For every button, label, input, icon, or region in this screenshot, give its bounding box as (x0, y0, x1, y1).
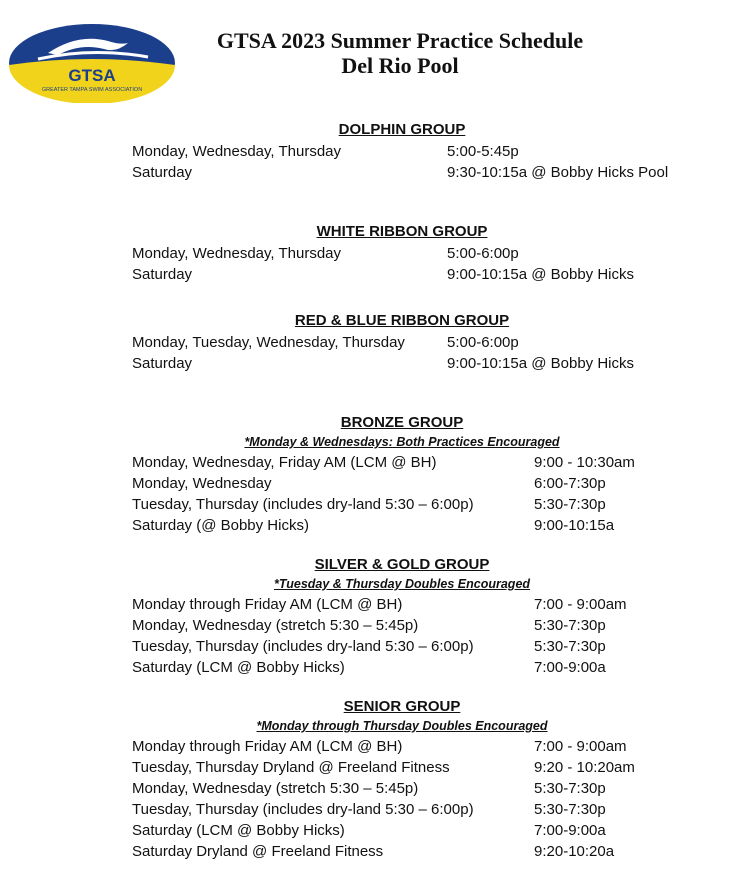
group-note: *Tuesday & Thursday Doubles Encouraged (273, 577, 531, 591)
row-time: 7:00 - 9:00am (534, 738, 627, 755)
schedule-row (132, 841, 732, 862)
row-time: 9:00-10:15a @ Bobby Hicks (447, 355, 634, 372)
group-note: *Monday & Wednesdays: Both Practices Encouraged (244, 435, 560, 449)
page-title: GTSA 2023 Summer Practice Schedule (216, 28, 584, 53)
schedule-row (132, 799, 732, 820)
row-days: Monday, Wednesday (stretch 5:30 – 5:45p) (132, 780, 419, 797)
row-time: 7:00-9:00a (534, 659, 606, 676)
group-heading: WHITE RIBBON GROUP (316, 223, 488, 240)
row-days: Tuesday, Thursday (includes dry-land 5:30 – 6:00p) (132, 638, 474, 655)
schedule-row (132, 820, 732, 841)
row-days: Monday, Wednesday, Friday AM (LCM @ BH) (132, 454, 437, 471)
row-time: 5:30-7:30p (534, 801, 606, 818)
logo-subtext: GREATER TAMPA SWIM ASSOCIATION (41, 87, 143, 93)
row-time: 5:00-5:45p (447, 143, 519, 160)
page-subtitle: Del Rio Pool (341, 53, 459, 78)
schedule-row (132, 243, 732, 264)
row-time: 9:00 - 10:30am (534, 454, 635, 471)
row-days: Saturday (132, 266, 193, 283)
row-time: 5:00-6:00p (447, 245, 519, 262)
row-days: Tuesday, Thursday (includes dry-land 5:30 – 6:00p) (132, 801, 474, 818)
row-time: 7:00 - 9:00am (534, 596, 627, 613)
schedule-row (132, 594, 732, 615)
logo-text: GTSA (68, 66, 116, 85)
row-time: 9:30-10:15a @ Bobby Hicks Pool (447, 164, 669, 181)
row-days: Saturday (132, 164, 193, 181)
row-days: Saturday (LCM @ Bobby Hicks) (132, 822, 345, 839)
schedule-row (132, 452, 732, 473)
schedule-row (132, 494, 732, 515)
group-heading: SILVER & GOLD GROUP (314, 556, 490, 573)
group-heading: DOLPHIN GROUP (338, 121, 466, 138)
row-time: 9:20 - 10:20am (534, 759, 635, 776)
group-heading: SENIOR GROUP (343, 698, 461, 715)
row-days: Monday, Tuesday, Wednesday, Thursday (132, 334, 405, 351)
row-time: 5:30-7:30p (534, 617, 606, 634)
schedule-row (132, 473, 732, 494)
schedule-row (132, 615, 732, 636)
schedule-row (132, 757, 732, 778)
group-heading: BRONZE GROUP (340, 414, 464, 431)
group-heading: RED & BLUE RIBBON GROUP (294, 312, 510, 329)
group-note: *Monday through Thursday Doubles Encouraged (256, 719, 548, 733)
row-days: Saturday (@ Bobby Hicks) (132, 517, 309, 534)
row-time: 6:00-7:30p (534, 475, 606, 492)
row-days: Tuesday, Thursday (includes dry-land 5:30 – 6:00p) (132, 496, 474, 513)
row-days: Monday, Wednesday, Thursday (132, 245, 342, 262)
schedule-row (132, 657, 732, 678)
row-days: Tuesday, Thursday Dryland @ Freeland Fitness (132, 759, 450, 776)
row-time: 9:00-10:15a @ Bobby Hicks (447, 266, 634, 283)
row-days: Monday through Friday AM (LCM @ BH) (132, 738, 403, 755)
row-time: 5:30-7:30p (534, 780, 606, 797)
schedule-row (132, 636, 732, 657)
row-days: Monday through Friday AM (LCM @ BH) (132, 596, 403, 613)
schedule-row (132, 141, 732, 162)
schedule-row (132, 778, 732, 799)
row-time: 5:30-7:30p (534, 496, 606, 513)
row-time: 5:00-6:00p (447, 334, 519, 351)
row-days: Monday, Wednesday (132, 475, 272, 492)
schedule-row (132, 162, 732, 183)
row-time: 9:20-10:20a (534, 843, 615, 860)
row-days: Saturday (132, 355, 193, 372)
schedule-row (132, 264, 732, 285)
row-days: Monday, Wednesday, Thursday (132, 143, 342, 160)
row-time: 7:00-9:00a (534, 822, 606, 839)
row-time: 5:30-7:30p (534, 638, 606, 655)
row-days: Monday, Wednesday (stretch 5:30 – 5:45p) (132, 617, 419, 634)
schedule-row (132, 736, 732, 757)
schedule-row (132, 353, 732, 374)
schedule-row (132, 332, 732, 353)
row-days: Saturday (LCM @ Bobby Hicks) (132, 659, 345, 676)
row-time: 9:00-10:15a (534, 517, 615, 534)
row-days: Saturday Dryland @ Freeland Fitness (132, 843, 384, 860)
schedule-row (132, 515, 732, 536)
